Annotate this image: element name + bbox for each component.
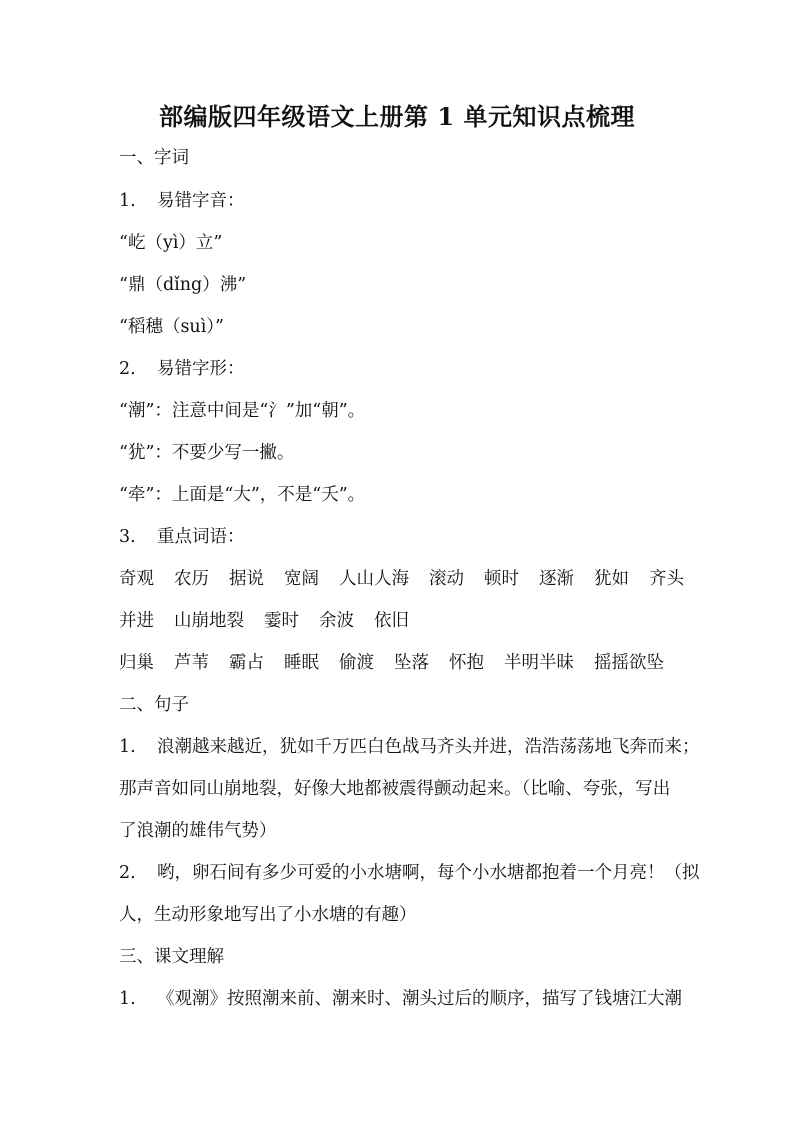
sentence-line [119,735,719,759]
sentence-text: 浪潮越来越近，犹如千万匹白色战马齐头并进，浩浩荡荡地飞奔而来； [157,737,700,757]
document-title: 部编版四年级语文上册第 1 单元知识点梳理 [159,102,635,131]
key-word: 奇观 [119,569,154,589]
section-heading-comprehension: 三、课文理解 [119,947,224,967]
key-word: 芦苇 [174,653,209,673]
key-word: 坠落 [394,653,429,673]
key-word: 摇摇欲坠 [594,653,664,673]
item-number: 1. [119,737,136,757]
sentence-line [119,861,719,885]
item-label: 易错字音： [157,191,245,211]
key-word: 依旧 [374,611,409,631]
item-number: 3. [119,527,136,547]
pronunciation-line: “鼎（dǐng）沸” [119,275,247,295]
item-number: 2. [119,863,136,883]
item-label: 易错字形： [157,359,245,379]
sentence-line: 那声音如同山崩地裂，好像大地都被震得颤动起来。（比喻、夸张，写出 [119,779,671,799]
item-character-form [119,357,719,381]
section-heading-words: 一、字词 [119,148,189,168]
key-word: 据说 [229,569,264,589]
key-word: 山崩地裂 [174,611,244,631]
comprehension-text: 《观潮》按照潮来前、潮来时、潮头过后的顺序，描写了钱塘江大潮 [157,989,682,1009]
key-word: 怀抱 [449,653,484,673]
item-label: 重点词语： [157,527,245,547]
sentence-line: 了浪潮的雄伟气势） [119,821,277,841]
key-word: 半明半昧 [504,653,574,673]
key-word: 宽阔 [284,569,319,589]
pronunciation-line: “稻穗（suì）” [119,317,224,337]
key-word: 霸占 [229,653,264,673]
key-word: 人山人海 [339,569,409,589]
sentence-line: 人，生动形象地写出了小水塘的有趣） [119,905,417,925]
character-form-line: “犹”：不要少写一撇。 [119,443,295,463]
key-words-row [119,567,719,591]
item-number: 1. [119,989,136,1009]
key-word: 霎时 [264,611,299,631]
item-number: 2. [119,359,136,379]
key-word: 滚动 [429,569,464,589]
item-number: 1. [119,191,136,211]
comprehension-line [119,987,719,1011]
key-word: 逐渐 [539,569,574,589]
item-pronunciation [119,189,719,213]
key-word: 农历 [174,569,209,589]
key-words-row [119,609,719,633]
section-heading-sentences: 二、句子 [119,695,189,715]
key-word: 余波 [319,611,354,631]
character-form-line: “牵”：上面是“大”，不是“夭”。 [119,485,366,505]
character-form-line: “潮”：注意中间是“氵”加“朝”。 [119,401,366,421]
key-word: 犹如 [594,569,629,589]
sentence-text: 哟，卵石间有多少可爱的小水塘啊，每个小水塘都抱着一个月亮！（拟 [157,863,700,883]
key-word: 并进 [119,611,154,631]
key-word: 归巢 [119,653,154,673]
key-word: 偷渡 [339,653,374,673]
pronunciation-line: “屹（yì）立” [119,233,223,253]
key-word: 齐头 [649,569,684,589]
item-key-words [119,525,719,549]
key-words-row [119,651,719,675]
key-word: 睡眠 [284,653,319,673]
key-word: 顿时 [484,569,519,589]
